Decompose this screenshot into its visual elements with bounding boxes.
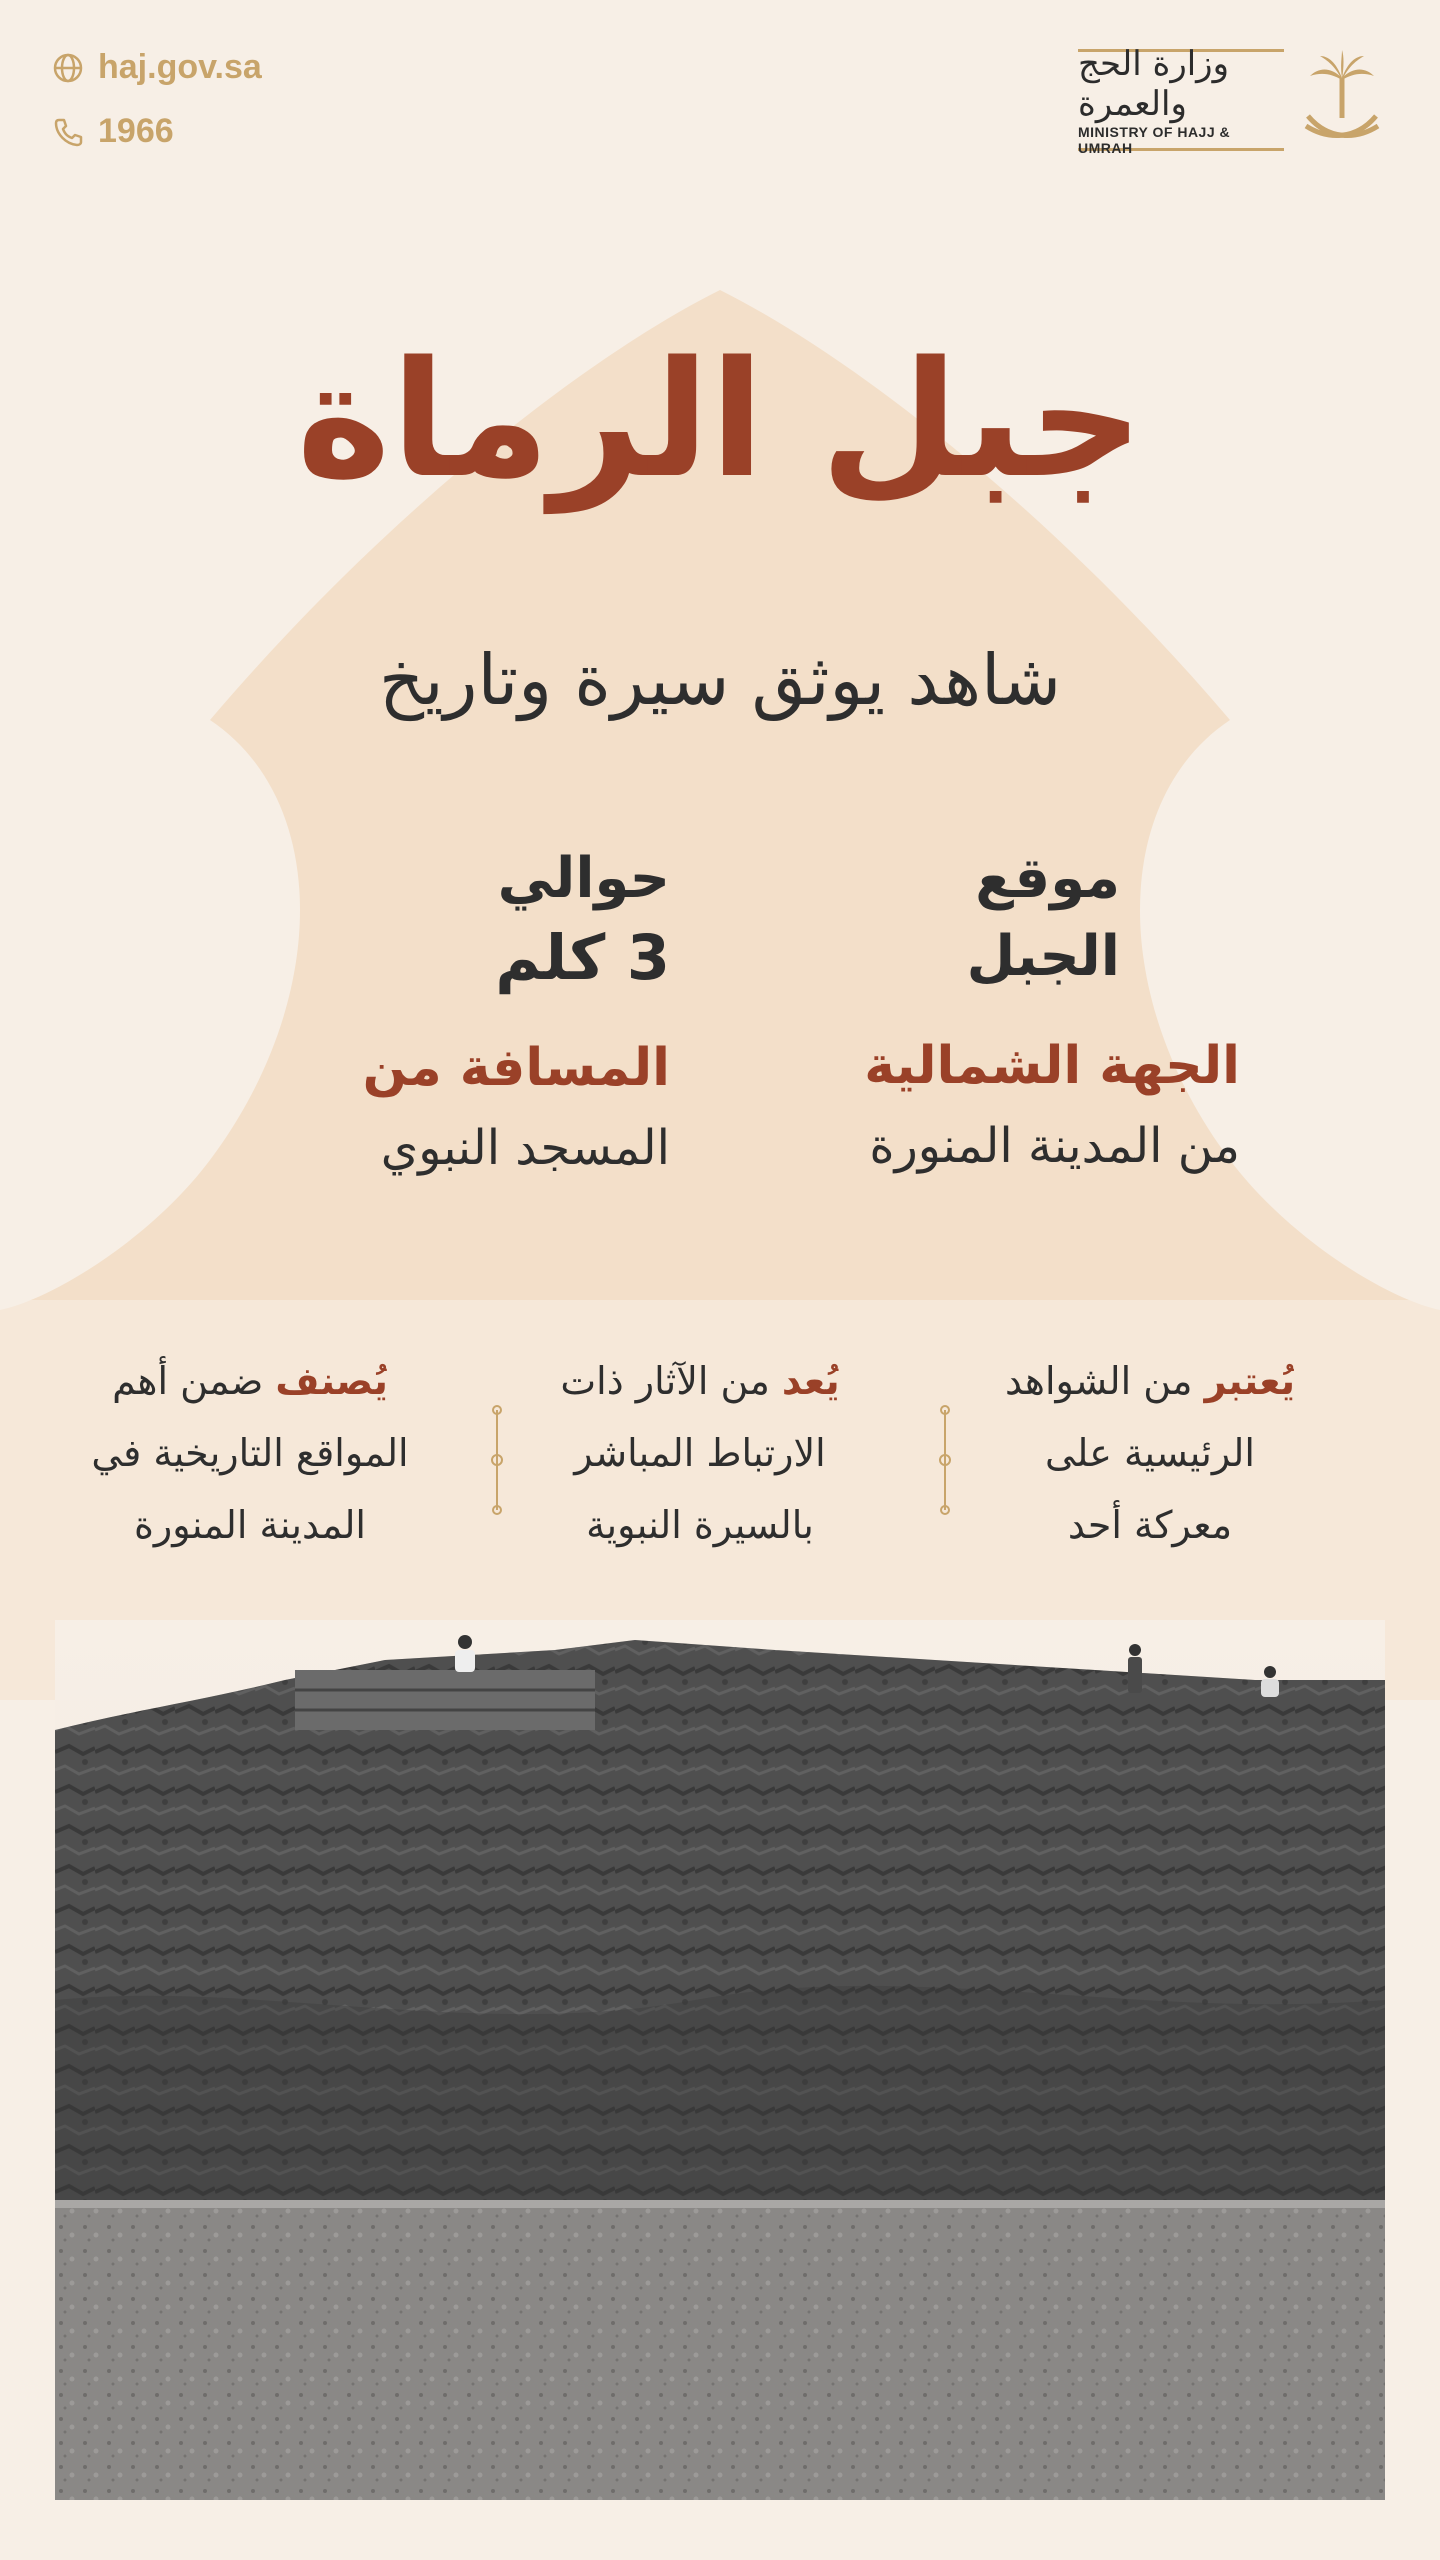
- person-figure: [1128, 1644, 1142, 1693]
- fact-2-line2: الارتباط المباشر: [574, 1431, 826, 1475]
- fact-3-line2: المواقع التاريخية في: [91, 1431, 409, 1475]
- mountain-photo: [55, 1620, 1385, 2500]
- location-label-line2: الجبل: [966, 924, 1120, 989]
- fact-2-line3: بالسيرة النبوية: [586, 1503, 814, 1547]
- fact-1-line3: معركة أحد: [1067, 1503, 1233, 1547]
- fact-2-text: من الآثار ذات: [560, 1359, 770, 1403]
- phone-icon: [52, 116, 84, 148]
- website-text[interactable]: haj.gov.sa: [98, 48, 262, 86]
- location-stat: [680, 840, 1240, 1186]
- fact-3-line3: المدينة المنورة: [133, 1503, 366, 1547]
- distance-label-line1: حوالي: [497, 846, 670, 911]
- ornament-divider: [490, 1400, 504, 1520]
- globe-icon: [52, 52, 84, 84]
- ministry-wordmark: [1078, 44, 1284, 156]
- fact-3-highlight: يُصنف: [275, 1359, 388, 1403]
- ministry-arabic-name: وزارة الحج والعمرة: [1078, 44, 1230, 124]
- fact-3-text: ضمن أهم: [112, 1359, 264, 1403]
- fact-battle-of-uhud: [940, 1345, 1360, 1561]
- fact-1-line2: الرئيسية على: [1045, 1431, 1255, 1475]
- ministry-logo: [1074, 44, 1384, 156]
- fact-1-highlight: يُعتبر: [1204, 1359, 1296, 1403]
- phone-contact[interactable]: [52, 112, 174, 151]
- fact-prophetic-biography: [490, 1345, 910, 1561]
- palm-swords-emblem-icon: [1300, 48, 1384, 152]
- fact-1-text: من الشواهد: [1004, 1359, 1193, 1403]
- location-label-line1: موقع: [975, 846, 1120, 911]
- ministry-english-name: MINISTRY OF HAJJ & UMRAH: [1078, 124, 1231, 156]
- distance-stat: [150, 840, 670, 1188]
- location-detail: من المدينة المنورة: [869, 1118, 1240, 1174]
- phone-text[interactable]: 1966: [98, 112, 174, 150]
- distance-highlight: المسافة من: [362, 1038, 670, 1098]
- fact-2-highlight: يُعد: [781, 1359, 840, 1403]
- website-contact[interactable]: [52, 48, 262, 87]
- fact-historical-sites: [40, 1345, 460, 1561]
- page-subtitle: شاهد يوثق سيرة وتاريخ: [378, 639, 1062, 721]
- location-highlight: الجهة الشمالية: [864, 1036, 1240, 1096]
- distance-detail: المسجد النبوي: [380, 1120, 670, 1176]
- ornament-divider: [938, 1400, 952, 1520]
- page-title: جبل الرماة: [296, 326, 1144, 513]
- mountain-illustration: [55, 1620, 1385, 2500]
- distance-value: 3 كلم: [495, 921, 670, 994]
